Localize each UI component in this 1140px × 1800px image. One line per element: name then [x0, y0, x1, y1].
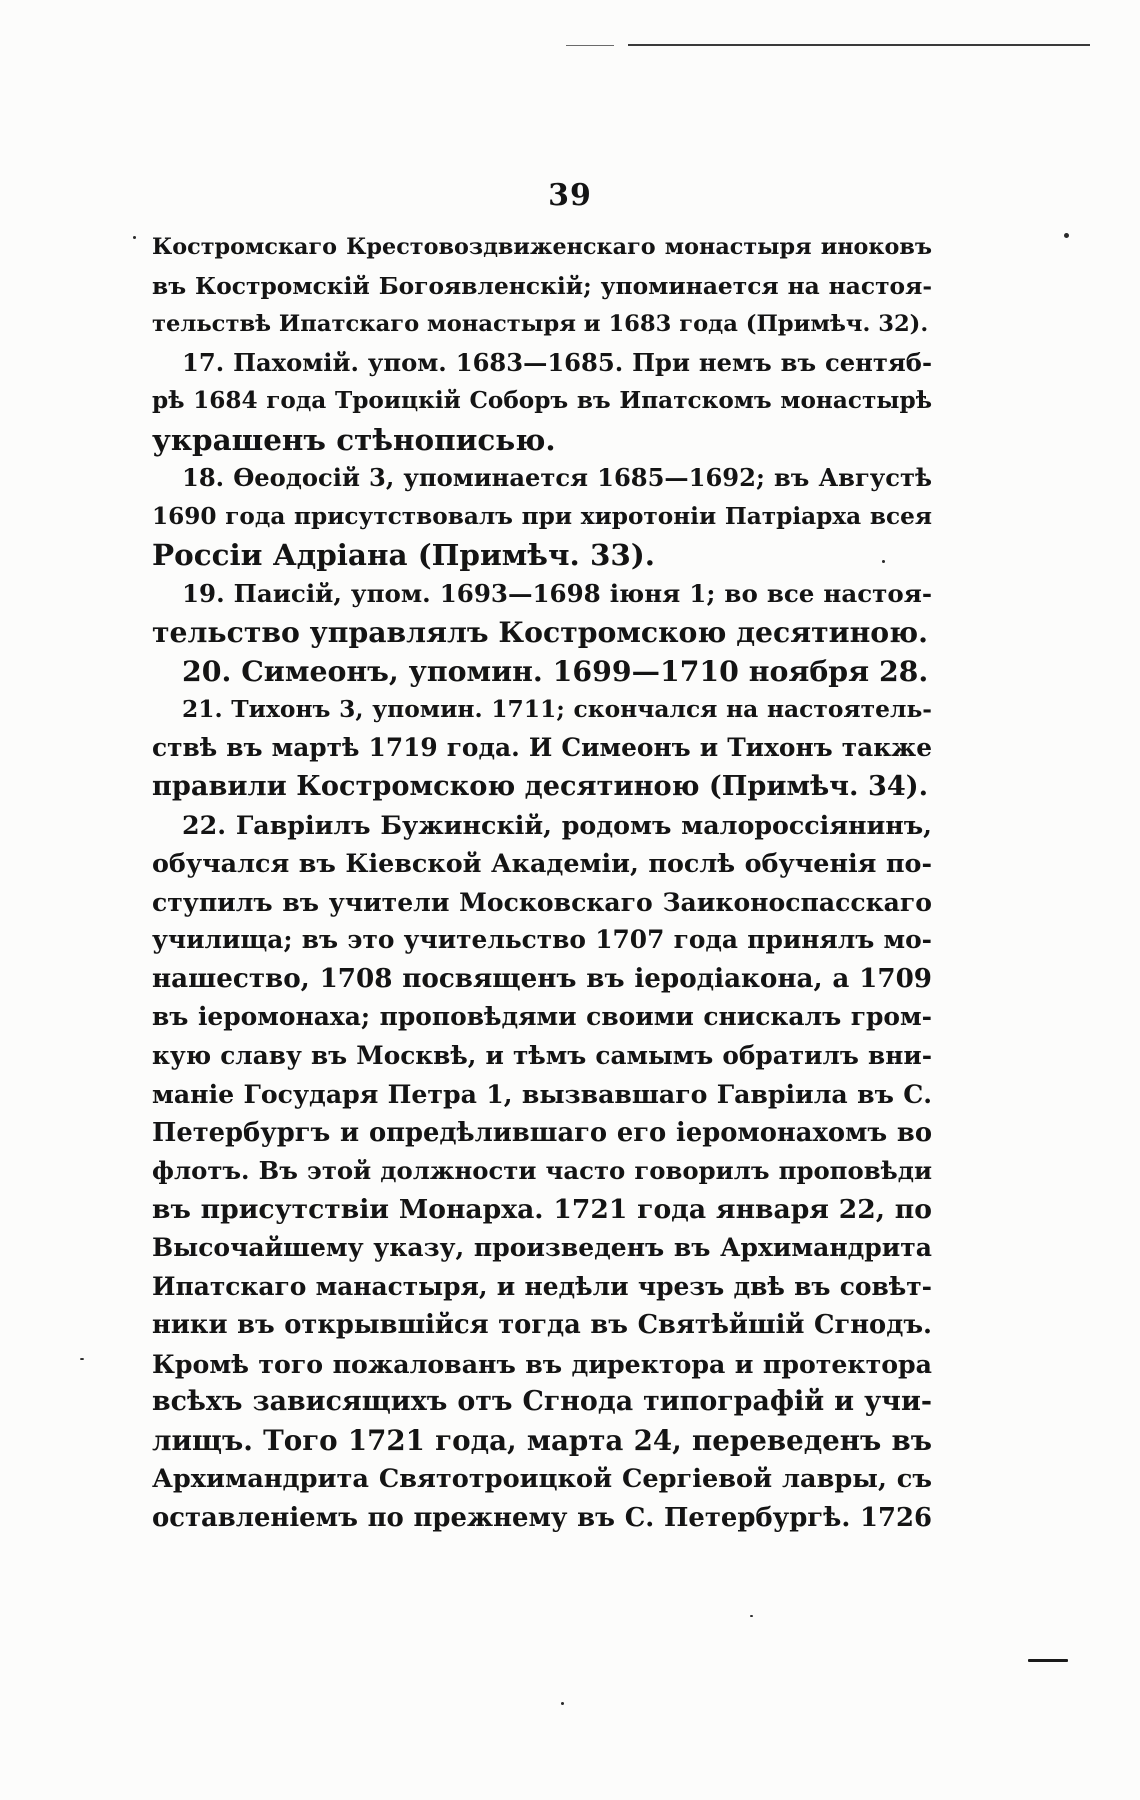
page-edge-rule-short — [566, 45, 614, 46]
page-number: 39 — [548, 178, 592, 213]
scan-edge-mark — [1028, 1659, 1068, 1662]
text-line: Кромѣ того пожалованъ въ директора и протектора — [152, 1348, 932, 1379]
scan-speck — [133, 236, 136, 239]
scan-speck — [561, 1702, 564, 1705]
text-line: кую славу въ Москвѣ, и тѣмъ самымъ обратилъ вни- — [152, 1040, 932, 1070]
text-line: 22. Гавріилъ Бужинскій, родомъ малороссіянинъ, — [182, 809, 932, 840]
text-line: Россіи Адріана (Примѣч. 33). — [152, 537, 655, 572]
text-line: 17. Пахомій. упом. 1683—1685. При немъ въ сентяб- — [182, 347, 932, 377]
text-line: тельство управлялъ Костромскою десятиною. — [152, 615, 928, 649]
text-line: всѣхъ зависящихъ отъ Сгнода типографій и учи- — [152, 1386, 932, 1417]
body-text — [152, 228, 932, 1537]
scan-speck — [750, 1615, 753, 1617]
scan-speck — [882, 560, 885, 563]
text-line: 18. Ѳеодосій 3, упоминается 1685—1692; въ Августѣ — [182, 463, 932, 492]
text-line: лищъ. Того 1721 года, марта 24, переведенъ въ — [152, 1423, 932, 1457]
text-line: флотъ. Въ этой должности часто говорилъ проповѣди — [152, 1156, 932, 1185]
text-line: тельствѣ Ипатскаго монастыря и 1683 года (Примѣч. 32). — [152, 311, 929, 337]
text-line: въ іеромонаха; проповѣдями своими снискалъ гром- — [152, 1002, 932, 1031]
text-line: нашество, 1708 посвященъ въ іеродіакона, а 1709 — [152, 962, 932, 994]
text-line: Костромскаго Крестовоздвиженскаго монастыря иноковъ — [152, 234, 932, 260]
text-line: 21. Тихонъ 3, упомин. 1711; скончался на настоятель- — [182, 695, 932, 723]
text-line: Архимандрита Святотроицкой Сергіевой лавры, съ — [152, 1464, 932, 1494]
text-line: ступилъ въ учители Московскаго Заиконоспасскаго — [152, 886, 932, 917]
text-line: въ присутствіи Монарха. 1721 года января 22, по — [152, 1193, 932, 1225]
text-line: училища; въ это учительство 1707 года принялъ мо- — [152, 925, 932, 954]
text-line: 19. Паисій, упом. 1693—1698 іюня 1; во все настоя- — [182, 578, 932, 608]
text-line: въ Костромскій Богоявленскій; упоминается на настоя- — [152, 271, 932, 300]
page-edge-rule — [628, 44, 1090, 46]
text-line: правили Костромскою десятиною (Примѣч. 34). — [152, 770, 929, 802]
text-line: украшенъ стѣнописью. — [152, 421, 556, 457]
text-line: 20. Симеонъ, упомин. 1699—1710 ноября 28. — [182, 653, 929, 688]
text-line: Ипатскаго манастыря, и недѣли чрезъ двѣ въ совѣт- — [152, 1271, 932, 1301]
text-line: маніе Государя Петра 1, вызвавшаго Гавріила въ С. — [152, 1079, 932, 1109]
text-line: 1690 года присутствовалъ при хиротоніи Патріарха всея — [152, 502, 932, 530]
text-line: оставленіемъ по прежнему въ С. Петербургѣ. 1726 — [152, 1502, 932, 1533]
text-line: ники въ открывшійся тогда въ Святѣйшій Сгнодъ. — [152, 1310, 932, 1340]
scan-speck — [1064, 233, 1069, 238]
text-line: обучался въ Кіевской Академіи, послѣ обученія по- — [152, 848, 932, 878]
text-line: рѣ 1684 года Троицкій Соборъ въ Ипатскомъ монастырѣ — [152, 387, 932, 414]
text-line: ствѣ въ мартѣ 1719 года. И Симеонъ и Тихонъ также — [152, 732, 932, 762]
scan-speck — [80, 1358, 84, 1360]
text-line: Высочайшему указу, произведенъ въ Архимандрита — [152, 1233, 932, 1262]
text-line: Петербургъ и опредѣлившаго его іеромонахомъ во — [152, 1117, 932, 1148]
